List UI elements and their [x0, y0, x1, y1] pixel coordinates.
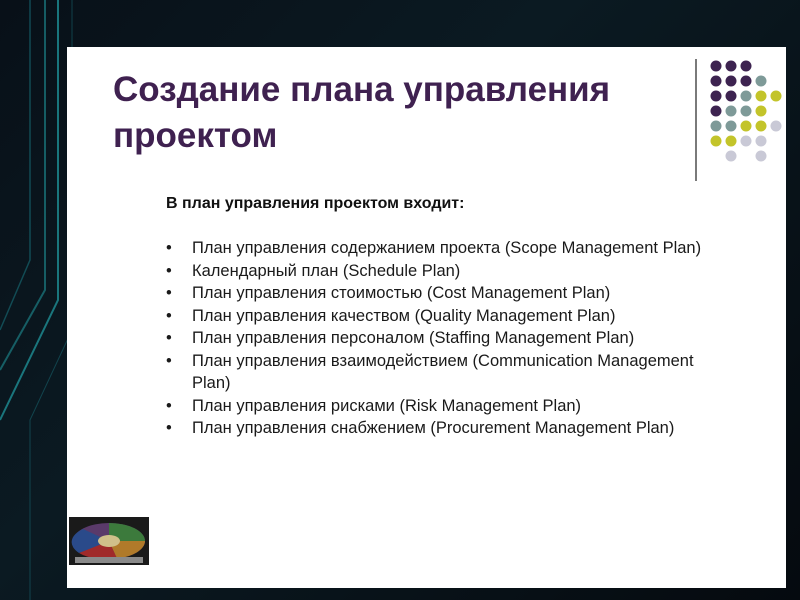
list-item-text: План управления персоналом (Staffing Management Plan): [192, 329, 635, 347]
list-item: [166, 237, 726, 260]
list-item-text: План управления содержанием проекта (Scope Management Plan): [192, 239, 702, 257]
slide-title: Создание плана управления проектом: [113, 70, 611, 156]
list-item: [166, 260, 726, 283]
list-item: [166, 282, 726, 305]
list-item-text: План управления качеством (Quality Management Plan): [192, 306, 616, 325]
list-item: [166, 395, 726, 418]
list-item-text: Календарный план (Schedule Plan): [192, 261, 461, 280]
bullet-icon: •: [166, 351, 172, 370]
dot-grid-icon: [707, 59, 787, 169]
bullet-icon: •: [166, 239, 172, 257]
bullet-icon: •: [166, 419, 172, 437]
bullet-icon: •: [166, 396, 172, 415]
bullet-icon: •: [166, 261, 172, 280]
intro-text: В план управления проектом входит:: [166, 195, 465, 212]
list-item: [166, 305, 726, 328]
plan-list: [166, 237, 726, 440]
list-item: [166, 327, 726, 350]
list-item-text: План управления стоимостью (Cost Management Plan): [192, 284, 611, 302]
list-item-text: План управления взаимодействием (Communication Management Plan): [192, 351, 694, 392]
bullet-icon: •: [166, 284, 172, 302]
list-item: [166, 417, 726, 440]
slide-content-area: [67, 47, 786, 588]
bullet-icon: •: [166, 306, 172, 325]
list-item-text: План управления снабжением (Procurement Management Plan): [192, 419, 675, 437]
slide-body: [166, 195, 726, 440]
project-management-wheel-icon: [69, 517, 149, 565]
list-item: [166, 350, 726, 395]
title-divider: [695, 59, 697, 181]
bullet-icon: •: [166, 329, 172, 347]
list-item-text: План управления рисками (Risk Management Plan): [192, 396, 582, 415]
